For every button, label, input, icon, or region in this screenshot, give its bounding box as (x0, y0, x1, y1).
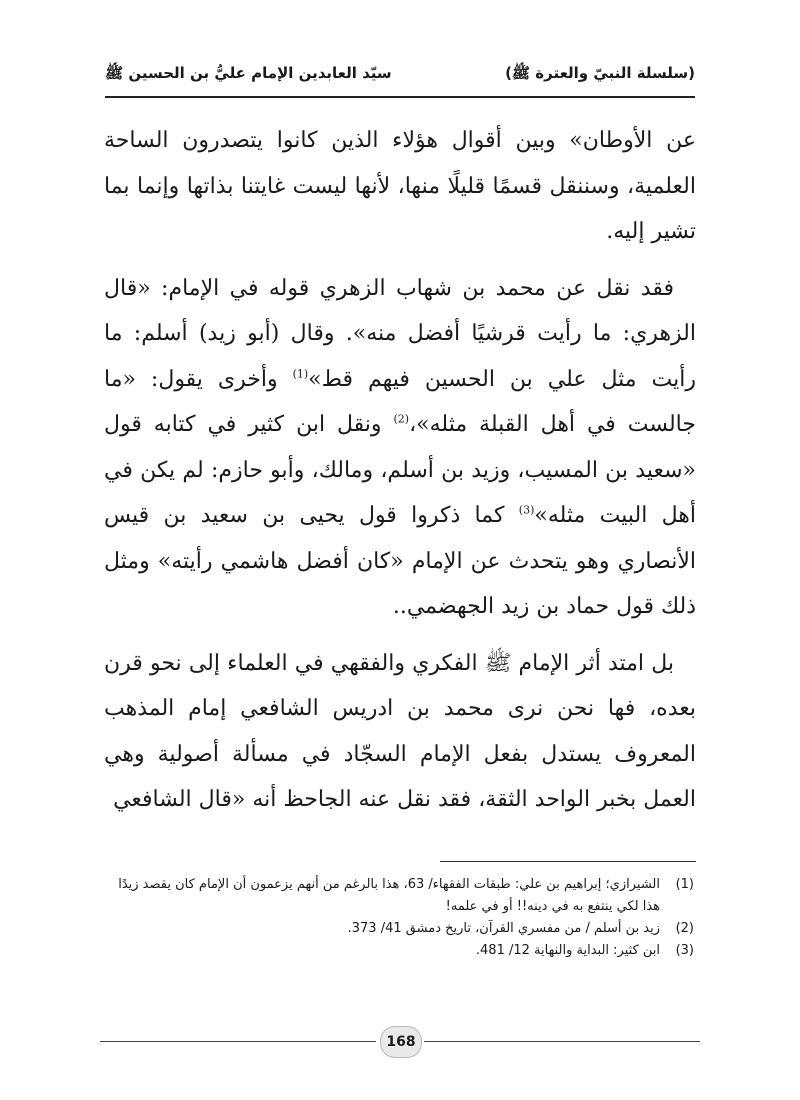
footnote-number: (1) (675, 877, 694, 892)
footnote-text: ابن كثير: البداية والنهاية 12/ 481. (475, 943, 660, 958)
paragraph-1: عن الأوطان» وبين أقوال هؤلاء الذين كانوا يتصدرون الساحة العلمية، وسننقل قسمًا قليلًا منها، لأنها ليست غايتنا بذاتها وإنما بما تشير إليه. (104, 128, 696, 244)
footnote-2 (108, 918, 694, 940)
paragraph-3: بل امتد أثر الإمام ﷺ الفكري والفقهي في العلماء إلى نحو قرن بعده، فها نحن نرى محمد بن ادريس الشافعي إمام المذهب المعروف يستدل بفعل الإمام السجّاد في مسألة أصولية وهي العمل بخبر الواحد الثقة، فقد نقل عنه الجاحظ أنه «قال الشافعي (104, 650, 696, 812)
footnote-ref-2[interactable]: (2) (393, 412, 410, 426)
footnote-ref-3[interactable]: (3) (518, 503, 535, 517)
footer-rule-right (424, 1041, 700, 1042)
footnote-text: زيد بن أسلم / من مفسري القرآن، تاريخ دمشق 41/ 373. (347, 921, 660, 936)
page-number: 168 (380, 1026, 422, 1058)
book-title: سيّد العابدين الإمام عليُّ بن الحسين ﷺ (105, 64, 392, 82)
footnote-number: (3) (675, 943, 694, 958)
paragraph-2-part-a: فقد نقل عن محمد بن شهاب الزهري قوله في الإمام: «قال الزهري: ما رأيت قرشيًا أفضل منه». وقال (أبو زيد) أسلم: ما رأيت مثل علي بن الحسين فيهم قط» (104, 275, 696, 392)
footnote-number: (2) (675, 921, 694, 936)
paragraph-2 (104, 266, 696, 630)
paragraph-2-part-c: ونقل ابن كثير في كتابه قول «سعيد بن المسيب، وزيد بن أسلم، ومالك، وأبو حازم: لم يكن في أهل البيت مثله» (104, 412, 696, 528)
footnotes (108, 874, 694, 962)
footnote-3 (108, 940, 694, 962)
running-header (105, 58, 695, 92)
footnote-text: الشيرازي؛ إبراهيم بن علي: طبقات الفقهاء/ 63، هذا بالرغم من أنهم يزعمون أن الإمام كان يقصد زيدًا هذا لكي ينتفع به في دينه!! أو في علمه! (118, 877, 660, 914)
series-title: (سلسلة النبيّ والعترة ﷺ) (505, 64, 695, 82)
paragraph-2-part-b: وأخرى يقول: «ما جالست في أهل القبلة مثله»، (104, 366, 696, 437)
footnote-separator (440, 861, 696, 862)
paragraph-2-part-d: كما ذكروا قول يحيى بن سعيد بن قيس الأنصاري وهو يتحدث عن الإمام «كان أفضل هاشمي رأيته» ومثل ذلك قول حماد بن زيد الجهضمي.. (104, 503, 696, 619)
footer-rule-left (100, 1041, 376, 1042)
page-footer (100, 1026, 700, 1058)
header-rule (105, 96, 695, 98)
footnote-1 (108, 874, 694, 918)
footnote-ref-1[interactable]: (1) (292, 367, 309, 381)
body-text (104, 118, 696, 834)
